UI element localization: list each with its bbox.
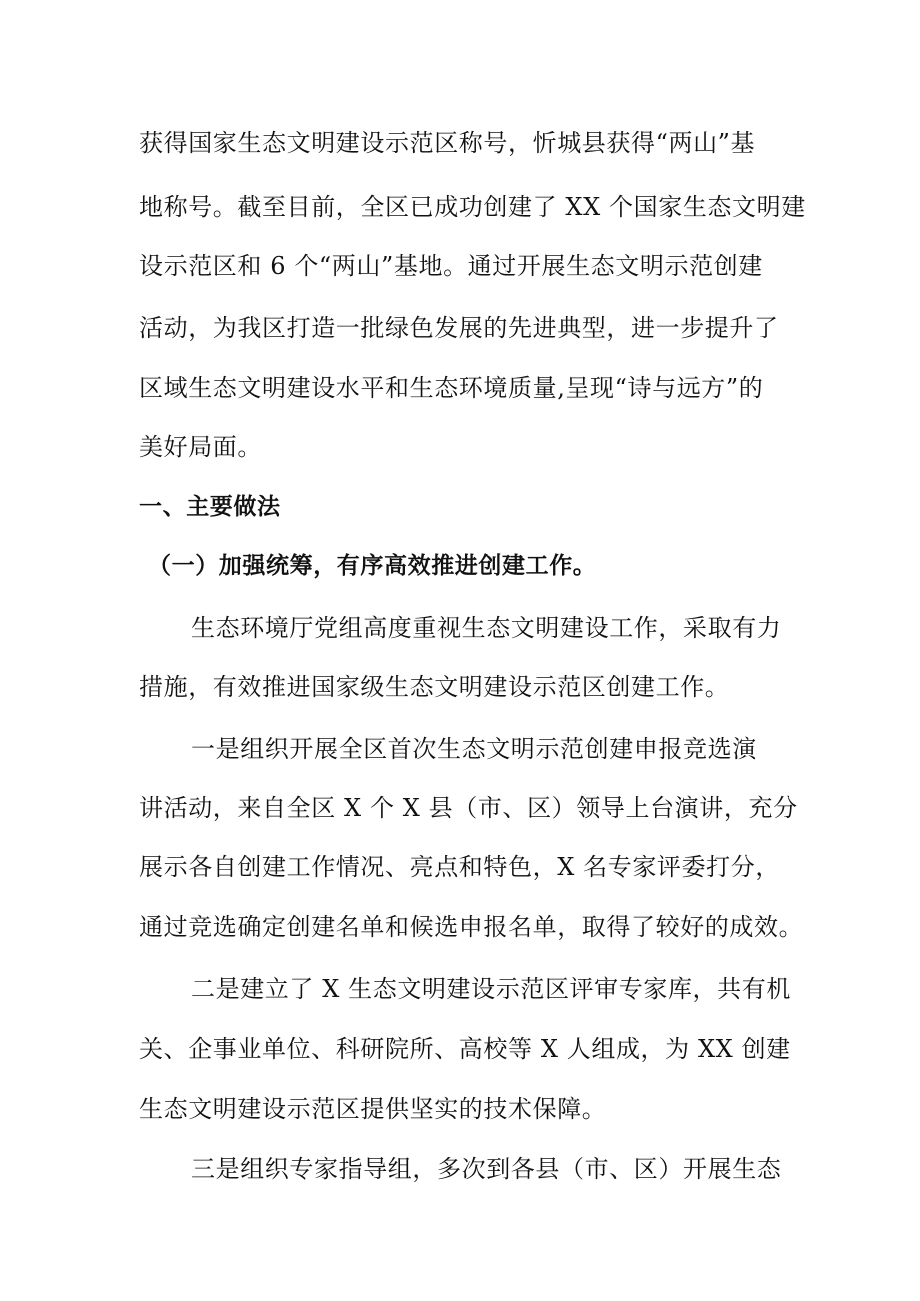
text-line: 措施，有效推进国家级生态文明建设示范区创建工作。 — [139, 673, 730, 701]
text-line: 二是建立了 X 生态文明建设示范区评审专家库，共有机 — [191, 975, 791, 1003]
text-line: 设示范区和 6 个“两山”基地。通过开展生态文明示范创建 — [139, 252, 763, 280]
text-line: 讲活动，来自全区 X 个 X 县（市、区）领导上台演讲，充分 — [139, 794, 798, 822]
text-line: 地称号。截至目前，全区已成功创建了 XX 个国家生态文明建 — [139, 193, 806, 221]
text-line: 活动，为我区打造一批绿色发展的先进典型，进一步提升了 — [139, 314, 779, 342]
text-line: 区域生态文明建设水平和生态环境质量,呈现“诗与远方”的 — [139, 374, 764, 402]
text-line: 生态文明建设示范区提供坚实的技术保障。 — [139, 1095, 607, 1123]
text-line: 通过竞选确定创建名单和候选申报名单，取得了较好的成效。 — [139, 913, 804, 941]
section-heading: 一、主要做法 — [139, 494, 281, 520]
text-line: 一是组织开展全区首次生态文明示范创建申报竞选演 — [191, 735, 757, 763]
text-line: 关、企事业单位、科研院所、高校等 X 人组成，为 XX 创建 — [139, 1035, 791, 1063]
text-line: 生态环境厅党组高度重视生态文明建设工作，采取有力 — [191, 614, 782, 642]
text-line: 获得国家生态文明建设示范区称号，忻城县获得“两山”基 — [139, 129, 756, 157]
text-line: 展示各自创建工作情况、亮点和特色，X 名专家评委打分， — [139, 853, 780, 881]
text-line: 三是组织专家指导组，多次到各县（市、区）开展生态 — [191, 1155, 782, 1183]
text-line: 美好局面。 — [139, 433, 262, 461]
subsection-heading: （一）加强统筹，有序高效推进创建工作。 — [148, 553, 597, 579]
